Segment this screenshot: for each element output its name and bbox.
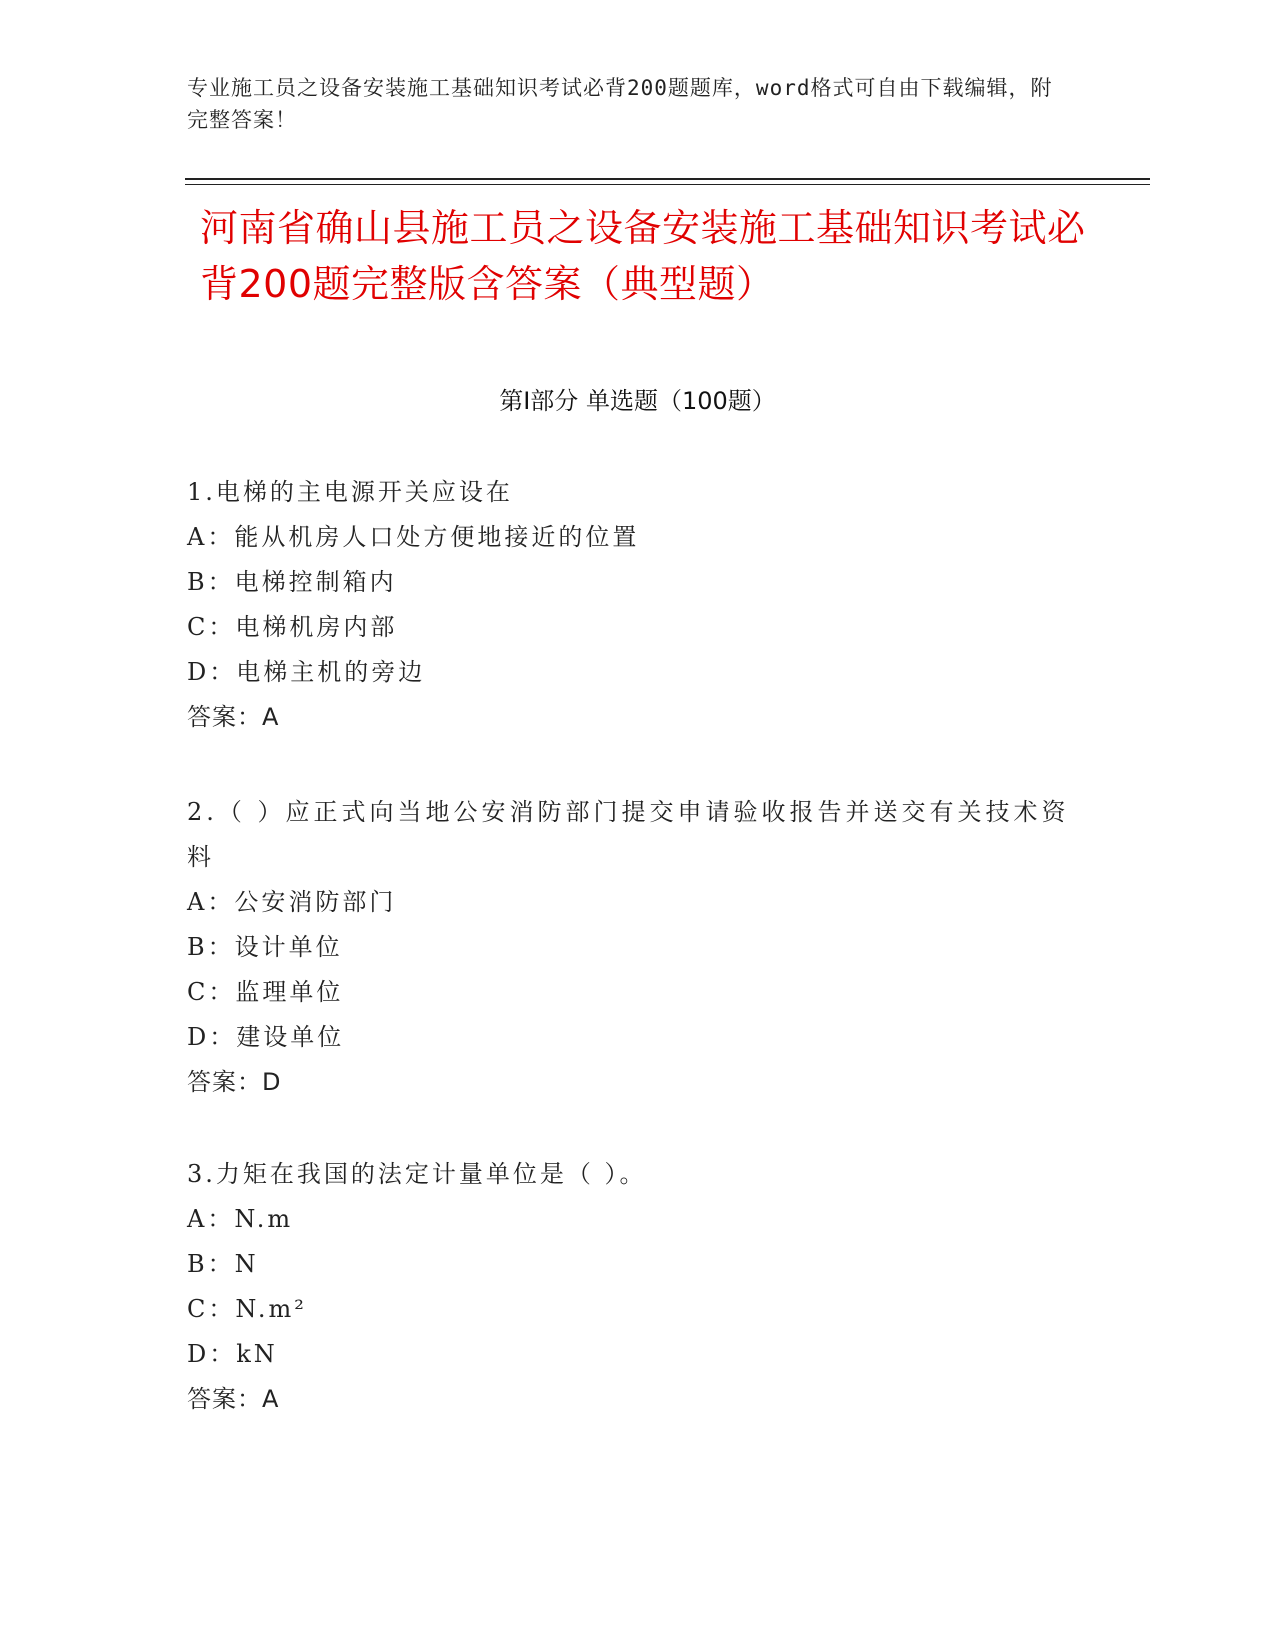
- option-a: A：公安消防部门: [187, 888, 397, 916]
- option-a: A：N.m: [187, 1205, 294, 1233]
- question-stem: 3.力矩在我国的法定计量单位是（ ）。: [187, 1160, 647, 1188]
- option-d: D：电梯主机的旁边: [187, 658, 426, 686]
- question-2: [187, 790, 1087, 1105]
- option-d: D：kN: [187, 1340, 278, 1368]
- option-c: C：监理单位: [187, 978, 344, 1006]
- question-stem: 1.电梯的主电源开关应设在: [187, 478, 513, 506]
- document-title: 河南省确山县施工员之设备安装施工基础知识考试必背200题完整版含答案（典型题）: [200, 206, 1086, 306]
- header-divider: [185, 178, 1150, 180]
- answer: 答案：A: [187, 1385, 280, 1413]
- option-b: B：设计单位: [187, 933, 343, 961]
- question-stem: 2.（ ）应正式向当地公安消防部门提交申请验收报告并送交有关技术资料: [187, 798, 1070, 871]
- option-a: A：能从机房人口处方便地接近的位置: [187, 523, 640, 551]
- option-c: C：电梯机房内部: [187, 613, 398, 641]
- question-3: [187, 1152, 1087, 1422]
- question-1: [187, 470, 1087, 740]
- header-note: 专业施工员之设备安装施工基础知识考试必背200题题库，word格式可自由下载编辑，附完整答案！: [187, 76, 1053, 132]
- answer: 答案：A: [187, 703, 280, 731]
- header-divider-thin: [185, 184, 1150, 185]
- option-c: C：N.m²: [187, 1295, 307, 1323]
- answer: 答案：D: [187, 1068, 282, 1096]
- section-title: 第Ⅰ部分 单选题（100题）: [499, 387, 776, 415]
- option-b: B：N: [187, 1250, 259, 1278]
- option-d: D：建设单位: [187, 1023, 345, 1051]
- option-b: B：电梯控制箱内: [187, 568, 397, 596]
